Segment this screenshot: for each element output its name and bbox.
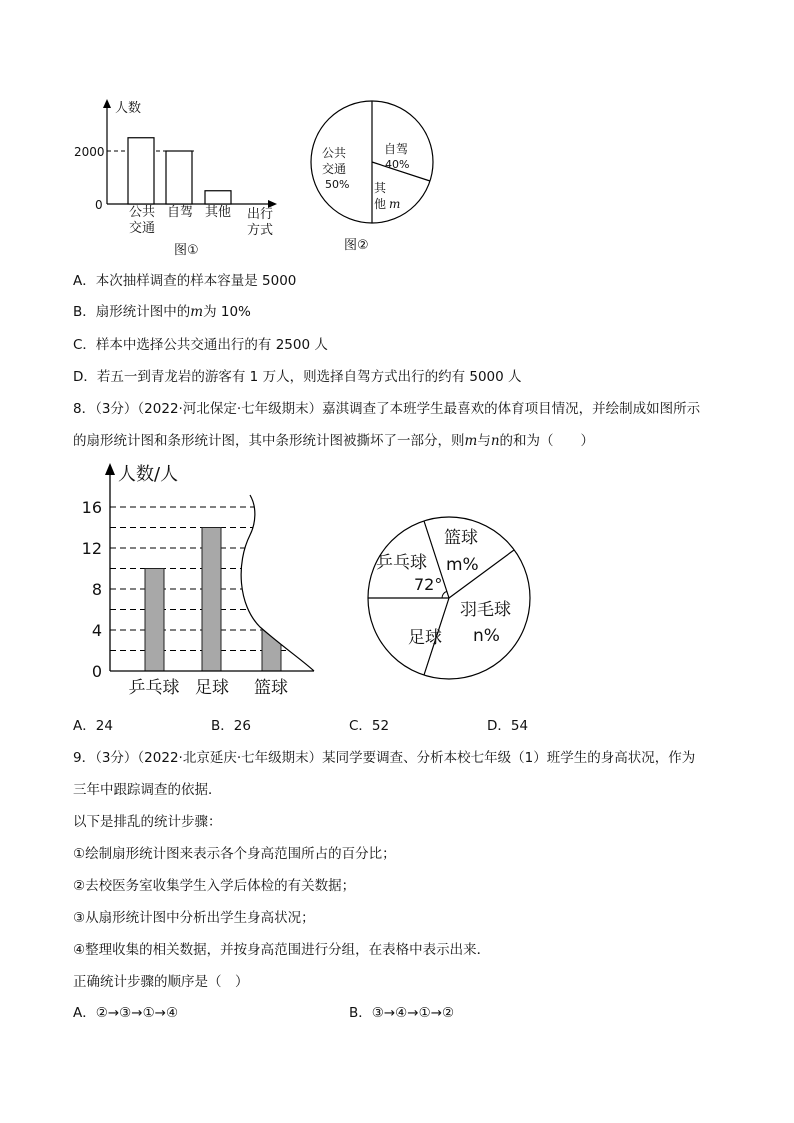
q9-step-2: ②去校医务室收集学生入学后体检的有关数据； xyxy=(73,878,356,894)
q8-stem-mid: 与 xyxy=(477,433,491,449)
q7-bar-cat-public-2: 交通 xyxy=(129,221,156,236)
q7-pie-caption: 图② xyxy=(344,238,369,253)
q7-option-b[interactable] xyxy=(73,303,251,321)
q9-step-4: ④整理收集的相关数据，并按身高范围进行分组，在表格中表示出来． xyxy=(73,942,491,958)
q7-bar-chart xyxy=(70,94,290,264)
q8-pie-badminton: 羽毛球 xyxy=(460,600,511,620)
q7-bar-1 xyxy=(166,151,192,204)
q8-bar-y-arrow xyxy=(105,463,115,475)
q7-option-b-var: m xyxy=(190,304,204,320)
q7-pie-other-1: 其 xyxy=(374,181,387,195)
q7-bar-ytick-0: 0 xyxy=(95,198,103,212)
q8-ytick-0: 0 xyxy=(91,662,102,681)
q7-bar-0 xyxy=(128,138,154,204)
q8-cat-0: 乒乓球 xyxy=(128,678,180,698)
q7-option-b-post: 为 10% xyxy=(203,304,251,320)
q8-stem-line2 xyxy=(73,432,594,450)
q8-stem-post: 的和为（ ） xyxy=(499,433,595,449)
q7-bar-caption: 图① xyxy=(174,243,199,258)
q7-option-d[interactable]: D．若五一到青龙岩的游客有 1 万人，则选择自驾方式出行的约有 5000 人 xyxy=(73,369,522,385)
q8-bar-ylabel: 人数/人 xyxy=(118,464,179,485)
q7-option-b-pre: B．扇形统计图中的 xyxy=(73,304,191,320)
q8-ytick-12: 12 xyxy=(81,539,102,558)
q7-option-a[interactable]: A．本次抽样调查的样本容量是 5000 xyxy=(73,273,297,289)
q8-bar-0 xyxy=(145,569,164,672)
q8-pie-football: 足球 xyxy=(408,628,442,648)
q8-stem-m: m xyxy=(464,433,478,449)
q7-bar-cat-public-1: 公共 xyxy=(129,205,156,220)
q8-cat-2: 篮球 xyxy=(254,678,288,698)
q8-bar-chart xyxy=(70,455,330,705)
q7-pie-public-2: 交通 xyxy=(322,162,347,176)
q8-stem-n: n xyxy=(490,433,500,449)
q7-pie-chart xyxy=(300,100,450,260)
q7-bar-cat-self: 自驾 xyxy=(167,205,194,220)
q9-step-3: ③从扇形统计图中分析出学生身高状况； xyxy=(73,910,315,926)
q8-stem-pre: 的扇形统计图和条形统计图，其中条形统计图被撕坏了一部分，则 xyxy=(73,433,465,449)
q8-pie-basketball: 篮球 xyxy=(444,528,478,548)
q7-bar-cat-other: 其他 xyxy=(205,205,232,220)
q7-bar-xlabel-2: 方式 xyxy=(247,223,274,238)
q8-bar-1 xyxy=(202,528,221,672)
q8-pie-badminton-pct: n% xyxy=(473,626,500,646)
q7-pie-public-1: 公共 xyxy=(322,146,347,160)
q7-pie-public-pct: 50% xyxy=(325,178,350,191)
q7-pie-self: 自驾 xyxy=(384,142,409,156)
q9-option-a[interactable]: A．②→③→①→④ xyxy=(73,1005,179,1021)
q8-option-b[interactable]: B．26 xyxy=(211,718,251,734)
q8-option-a[interactable]: A．24 xyxy=(73,718,113,734)
q8-stem-line1: 8．（3分）（2022·河北保定·七年级期末）嘉淇调查了本班学生最喜欢的体育项目情况，并绘制成如图所示 xyxy=(73,401,701,417)
q9-stem-line1: 9．（3分）（2022·北京延庆·七年级期末）某同学要调查、分析本校七年级（1）班学生的身高状况，作为 xyxy=(73,750,696,766)
q8-option-c[interactable]: C．52 xyxy=(349,718,390,734)
q9-option-b[interactable]: B．③→④→①→② xyxy=(349,1005,455,1021)
q7-pie-other-var: m xyxy=(389,197,401,211)
q8-ytick-4: 4 xyxy=(91,621,102,640)
q8-option-d[interactable]: D．54 xyxy=(487,718,529,734)
q7-bar-xlabel-1: 出行 xyxy=(247,207,274,222)
q9-stem-line2: 三年中跟踪调查的依据． xyxy=(73,782,222,798)
q8-cat-1: 足球 xyxy=(195,678,229,698)
q7-bar-2 xyxy=(205,191,231,204)
q8-pie-pingpong-angle: 72° xyxy=(414,575,443,594)
q8-pie-pingpong: 乒乓球 xyxy=(376,553,427,573)
q7-bar-ylabel: 人数 xyxy=(115,101,142,116)
q7-bar-ytick-2000: 2000 xyxy=(74,145,105,159)
q8-ytick-8: 8 xyxy=(91,580,102,599)
q8-ytick-16: 16 xyxy=(81,498,102,517)
q8-pie-chart xyxy=(360,498,550,698)
q7-option-c[interactable]: C．样本中选择公共交通出行的有 2500 人 xyxy=(73,337,328,353)
q9-intro: 以下是排乱的统计步骤： xyxy=(73,814,222,830)
q8-pie-basketball-pct: m% xyxy=(446,555,479,575)
q9-step-1: ①绘制扇形统计图来表示各个身高范围所占的百分比； xyxy=(73,846,396,862)
q8-bar-2 xyxy=(262,610,281,672)
q9-question: 正确统计步骤的顺序是（ ） xyxy=(73,974,249,990)
q7-pie-other-2: 他 xyxy=(374,197,387,211)
q7-pie-self-pct: 40% xyxy=(385,158,410,171)
q7-bar-y-arrow xyxy=(103,99,111,108)
